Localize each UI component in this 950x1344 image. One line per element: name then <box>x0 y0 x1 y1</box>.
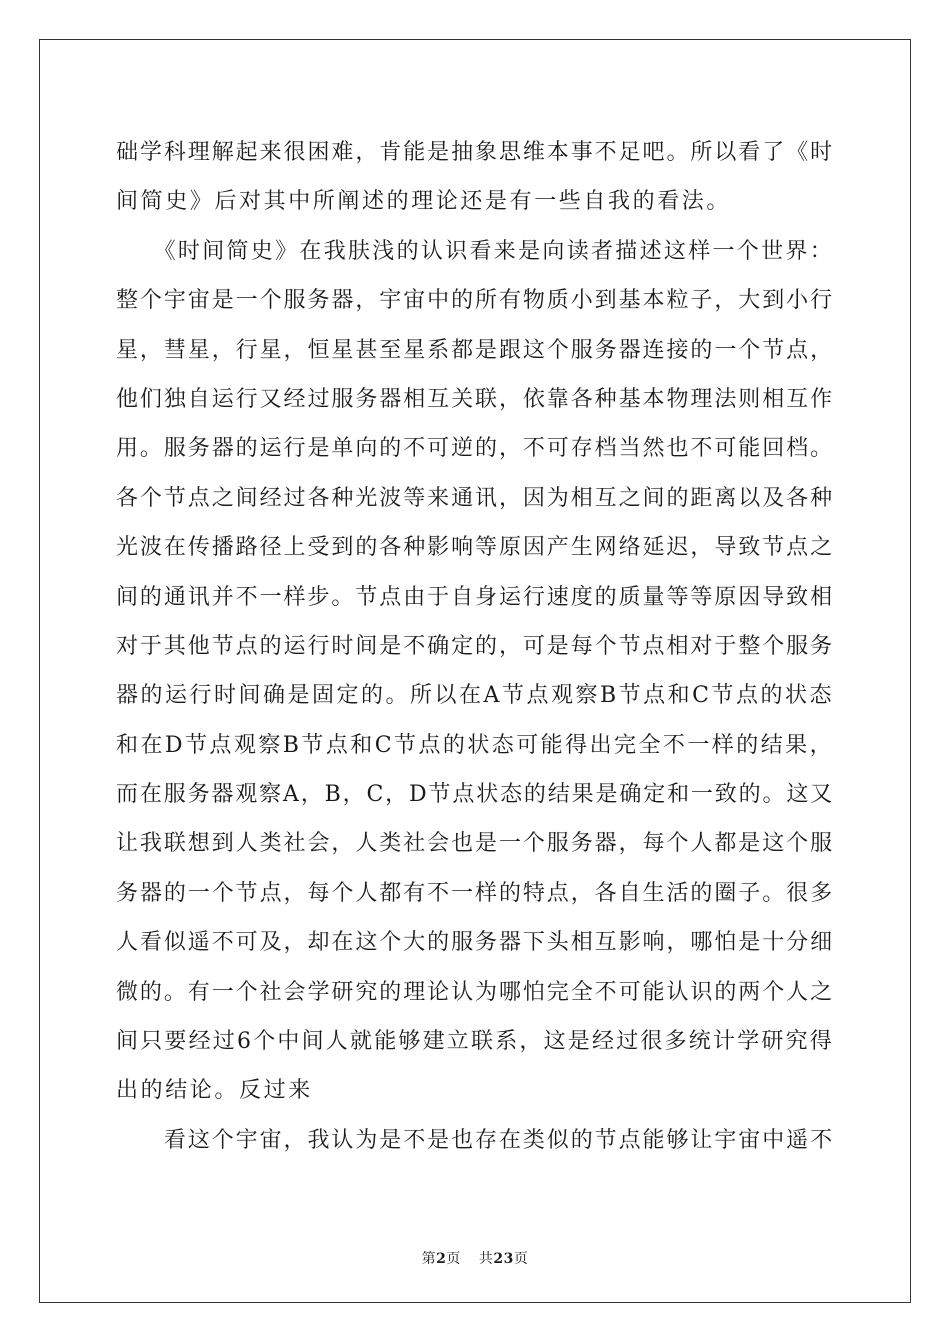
text-line: 微的。有一个社会学研究的理论认为哪怕完全不可能认识的两个人之 <box>116 979 834 1005</box>
page-prefix: 第 <box>421 1251 437 1267</box>
page-suffix: 页 <box>446 1251 461 1267</box>
text-line: 让我联想到人类社会，人类社会也是一个服务器，每个人都是这个服 <box>116 831 834 857</box>
text-line: 间只要经过6个中间人就能够建立联系，这是经过很多统计学研究得 <box>116 1029 834 1055</box>
text-line: 和在D节点观察B节点和C节点的状态可能得出完全不一样的结果， <box>116 732 834 758</box>
text-line: 星，彗星，行星，恒星甚至星系都是跟这个服务器连接的一个节点， <box>116 337 834 363</box>
text-line: 看这个宇宙，我认为是不是也存在类似的节点能够让宇宙中遥不 <box>116 1127 834 1153</box>
total-prefix: 共 <box>478 1251 494 1267</box>
text-line: 人看似遥不可及，却在这个大的服务器下头相互影响，哪怕是十分细 <box>116 930 834 956</box>
document-body <box>116 128 834 1165</box>
text-line: 各个节点之间经过各种光波等来通讯，因为相互之间的距离以及各种 <box>116 485 834 511</box>
text-line: 《时间简史》在我肤浅的认识看来是向读者描述这样一个世界： <box>116 238 835 264</box>
text-line: 整个宇宙是一个服务器，宇宙中的所有物质小到基本粒子，大到小行 <box>116 288 834 314</box>
text-line: 出的结论。反过来 <box>116 1078 313 1104</box>
total-pages: 23 <box>493 1251 514 1267</box>
total-suffix: 页 <box>513 1251 529 1267</box>
text-line: 间简史》后对其中所阐述的理论还是有一些自我的看法。 <box>116 189 732 215</box>
text-line: 对于其他节点的运行时间是不确定的，可是每个节点相对于整个服务 <box>116 633 834 659</box>
text-line: 而在服务器观察A，B，C，D节点状态的结果是确定和一致的。这又 <box>116 782 834 808</box>
text-line: 光波在传播路径上受到的各种影响等原因产生网络延迟，导致节点之 <box>116 535 834 561</box>
text-line: 务器的一个节点，每个人都有不一样的特点，各自生活的圈子。很多 <box>116 880 834 906</box>
text-line: 础学科理解起来很困难，肯能是抽象思维本事不足吧。所以看了《时 <box>116 140 834 165</box>
page-footer <box>0 1248 950 1268</box>
text-line: 用。服务器的运行是单向的不可逆的，不可存档当然也不可能回档。 <box>116 436 834 462</box>
text-line: 器的运行时间确是固定的。所以在A节点观察B节点和C节点的状态 <box>116 683 834 709</box>
text-line: 他们独自运行又经过服务器相互关联，依靠各种基本物理法则相互作 <box>116 386 834 412</box>
text-line: 间的通讯并不一样步。节点由于自身运行速度的质量等等原因导致相 <box>116 584 834 610</box>
page-number: 2 <box>436 1251 447 1267</box>
